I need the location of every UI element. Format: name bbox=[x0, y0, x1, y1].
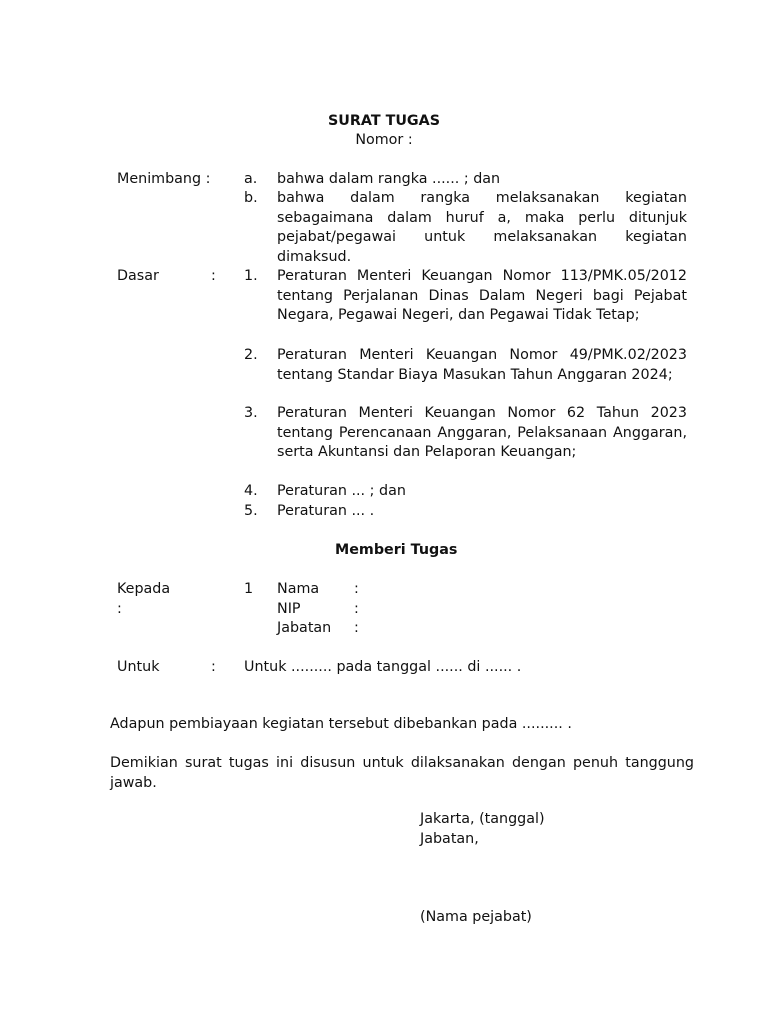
list-marker: b. bbox=[244, 190, 258, 206]
field-colon: : bbox=[354, 601, 359, 617]
list-item-text: Peraturan Menteri Keuangan Nomor 49/PMK.02/2023 tentang Standar Biaya Masukan Tahun Anggaran 2024; bbox=[277, 347, 687, 383]
list-marker: 3. bbox=[244, 405, 258, 421]
field-colon: : bbox=[354, 581, 359, 597]
list-item-text: Peraturan Menteri Keuangan Nomor 62 Tahun 2023 tentang Perencanaan Anggaran, Pelaksanaan Anggaran, serta Akuntansi dan Pelaporan Keuangan; bbox=[277, 405, 687, 461]
signature-place-date: Jakarta, (tanggal) bbox=[420, 811, 545, 827]
dasar-colon: : bbox=[211, 268, 216, 284]
untuk-label: Untuk bbox=[117, 659, 160, 675]
signature-position: Jabatan, bbox=[420, 831, 479, 847]
field-colon: : bbox=[354, 620, 359, 636]
penutup-paragraph: Demikian surat tugas ini disusun untuk dilaksanakan dengan penuh tanggung jawab. bbox=[110, 755, 694, 791]
list-marker: 2. bbox=[244, 347, 258, 363]
signature-name: (Nama pejabat) bbox=[420, 909, 532, 925]
list-marker: 5. bbox=[244, 503, 258, 519]
list-item-text: Peraturan ... . bbox=[277, 503, 375, 519]
untuk-colon: : bbox=[211, 659, 216, 675]
list-item-text: Peraturan ... ; dan bbox=[277, 483, 406, 499]
field-label-jabatan: Jabatan bbox=[277, 620, 332, 636]
list-marker: a. bbox=[244, 171, 258, 187]
menimbang-label: Menimbang : bbox=[117, 171, 211, 187]
untuk-text: Untuk ......... pada tanggal ...... di ...... . bbox=[244, 659, 522, 675]
kepada-colon: : bbox=[117, 601, 122, 617]
section-title: Memberi Tugas bbox=[335, 542, 458, 558]
list-marker: 1. bbox=[244, 268, 258, 284]
field-label-nama: Nama bbox=[277, 581, 320, 597]
list-marker: 4. bbox=[244, 483, 258, 499]
kepada-number: 1 bbox=[244, 581, 254, 597]
document-number: Nomor : bbox=[355, 132, 413, 148]
document-title: SURAT TUGAS bbox=[327, 113, 441, 129]
list-item-text: bahwa dalam rangka melaksanakan kegiatan sebagaimana dalam huruf a, maka perlu ditunjuk pejabat/pegawai untuk melaksanakan kegiatan dimaksud. bbox=[277, 190, 687, 265]
list-item-text: bahwa dalam rangka ...... ; dan bbox=[277, 171, 501, 187]
dasar-label: Dasar bbox=[117, 268, 159, 284]
list-item-text: Peraturan Menteri Keuangan Nomor 113/PMK.05/2012 tentang Perjalanan Dinas Dalam Negeri bagi Pejabat Negara, Pegawai Negeri, dan Pegawai Tidak Tetap; bbox=[277, 268, 687, 324]
field-label-nip: NIP bbox=[277, 601, 301, 617]
kepada-label: Kepada bbox=[117, 581, 171, 597]
pembiayaan-paragraph: Adapun pembiayaan kegiatan tersebut dibebankan pada ......... . bbox=[110, 716, 572, 732]
